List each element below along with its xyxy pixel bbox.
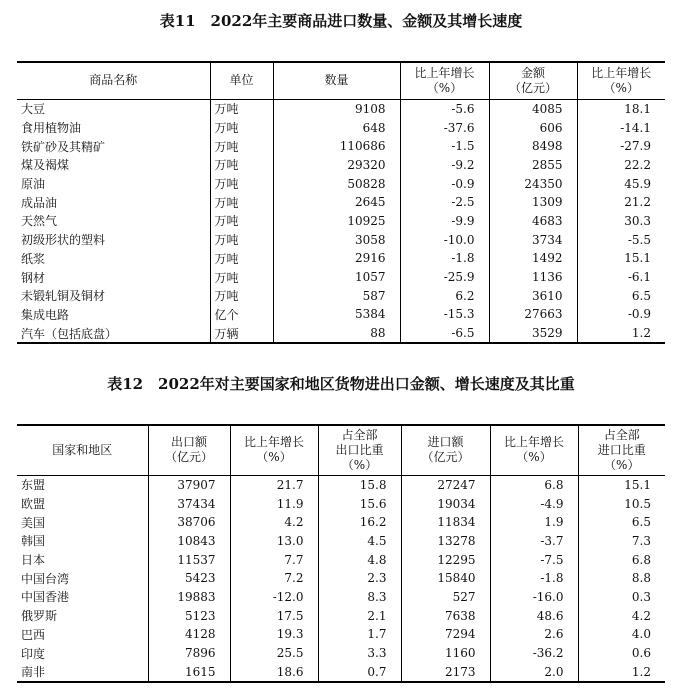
- table12-header-export-share: 占全部 出口比重 （%）: [318, 425, 401, 475]
- table-row: [17, 174, 665, 193]
- table11-header-quantity: 数量: [273, 62, 400, 99]
- table-cell: 6.8: [578, 550, 665, 569]
- table-cell: 8498: [489, 137, 577, 156]
- table-cell: -2.5: [400, 193, 489, 212]
- table-cell: 成品油: [21, 195, 58, 210]
- table11-header-unit: 单位: [210, 62, 273, 99]
- table-cell: 3.3: [318, 644, 401, 663]
- table-cell: 19034: [401, 494, 490, 513]
- table-cell: -6.1: [577, 268, 665, 287]
- table-cell: 10843: [148, 532, 230, 551]
- table11-header-amount: 金额 （亿元）: [489, 62, 577, 99]
- table-cell: 0.7: [318, 662, 401, 682]
- table11-header-amount-growth: 比上年增长 （%）: [577, 62, 665, 99]
- table-row: [17, 193, 665, 212]
- table-cell: 3734: [489, 230, 577, 249]
- table-cell: 27663: [489, 305, 577, 324]
- table-row: [17, 324, 665, 344]
- table-cell: 7294: [401, 625, 490, 644]
- table-cell: 1136: [489, 268, 577, 287]
- table-cell: -4.9: [490, 494, 578, 513]
- table-cell: 万吨: [210, 212, 273, 231]
- table-cell: 48.6: [490, 606, 578, 625]
- table-cell: 7.2: [230, 569, 318, 588]
- table-cell: 原油: [21, 177, 46, 192]
- table-cell: 未锻轧铜及铜材: [21, 289, 106, 304]
- table-row: [17, 305, 665, 324]
- table-row: [17, 99, 665, 118]
- table-cell: 22.2: [577, 156, 665, 175]
- table-cell: 大豆: [21, 102, 46, 117]
- table-cell: 日本: [21, 553, 46, 568]
- table-cell: -36.2: [490, 644, 578, 663]
- table-cell: 10925: [273, 212, 400, 231]
- table-cell: 6.2: [400, 286, 489, 305]
- table-cell: 4128: [148, 625, 230, 644]
- table-cell: 东盟: [21, 478, 46, 493]
- table12-title: 表12 2022年对主要国家和地区货物进出口金额、增长速度及其比重: [107, 375, 575, 393]
- table-cell: 万吨: [210, 118, 273, 137]
- table11-header-name: 商品名称: [89, 73, 138, 88]
- table-cell: 21.2: [577, 193, 665, 212]
- table-cell: 0.6: [578, 644, 665, 663]
- table-row: [17, 212, 665, 231]
- table-cell: 19.3: [230, 625, 318, 644]
- table-cell: 2173: [401, 662, 490, 682]
- table-cell: 7638: [401, 606, 490, 625]
- table-cell: 5423: [148, 569, 230, 588]
- table-cell: 88: [273, 324, 400, 344]
- table-cell: -5.5: [577, 230, 665, 249]
- table-cell: 汽车（包括底盘）: [21, 326, 118, 341]
- table-cell: 欧盟: [21, 497, 46, 512]
- table-cell: 2916: [273, 249, 400, 268]
- table-cell: -14.1: [577, 118, 665, 137]
- table-cell: 17.5: [230, 606, 318, 625]
- table-cell: 2.1: [318, 606, 401, 625]
- table-cell: -9.2: [400, 156, 489, 175]
- table-cell: 5384: [273, 305, 400, 324]
- table-cell: 2.6: [490, 625, 578, 644]
- table-cell: 50828: [273, 174, 400, 193]
- table-cell: -25.9: [400, 268, 489, 287]
- table-cell: -1.8: [400, 249, 489, 268]
- table12-header-import: 进口额 （亿元）: [401, 425, 490, 475]
- table-row: [17, 588, 665, 607]
- table-cell: -6.5: [400, 324, 489, 344]
- table12-header-row: [17, 425, 665, 475]
- table-cell: 1309: [489, 193, 577, 212]
- table-cell: 5123: [148, 606, 230, 625]
- table-cell: 11834: [401, 513, 490, 532]
- table-cell: 俄罗斯: [21, 609, 58, 624]
- table-cell: 13.0: [230, 532, 318, 551]
- table-row: [17, 569, 665, 588]
- table-cell: 万吨: [210, 249, 273, 268]
- table-row: [17, 513, 665, 532]
- table-cell: 2.0: [490, 662, 578, 682]
- table-cell: 9108: [273, 99, 400, 118]
- table-cell: -0.9: [400, 174, 489, 193]
- table12-header-export-growth: 比上年增长 （%）: [230, 425, 318, 475]
- table-row: [17, 606, 665, 625]
- table-cell: 10.5: [578, 494, 665, 513]
- table-cell: 12295: [401, 550, 490, 569]
- table-cell: 6.5: [577, 286, 665, 305]
- table-cell: 29320: [273, 156, 400, 175]
- table11-header-quantity-growth: 比上年增长 （%）: [400, 62, 489, 99]
- table-cell: 16.2: [318, 513, 401, 532]
- table-row: [17, 532, 665, 551]
- table-cell: 15840: [401, 569, 490, 588]
- table-cell: 南非: [21, 665, 46, 680]
- table-cell: 27247: [401, 475, 490, 494]
- table-cell: 4.2: [230, 513, 318, 532]
- table-cell: 纸浆: [21, 251, 46, 266]
- table-cell: 万吨: [210, 99, 273, 118]
- table-cell: 24350: [489, 174, 577, 193]
- table-cell: 13278: [401, 532, 490, 551]
- table-cell: 3529: [489, 324, 577, 344]
- table-cell: 15.1: [578, 475, 665, 494]
- table-cell: 45.9: [577, 174, 665, 193]
- table-cell: 7.7: [230, 550, 318, 569]
- table-cell: 30.3: [577, 212, 665, 231]
- table-cell: 7.3: [578, 532, 665, 551]
- table-cell: 4085: [489, 99, 577, 118]
- table-cell: 15.8: [318, 475, 401, 494]
- table-row: [17, 137, 665, 156]
- table-row: [17, 286, 665, 305]
- table-cell: 1.2: [578, 662, 665, 682]
- table-cell: 食用植物油: [21, 121, 82, 136]
- table-cell: 亿个: [210, 305, 273, 324]
- table-cell: 38706: [148, 513, 230, 532]
- table-cell: 1.9: [490, 513, 578, 532]
- table-cell: -9.9: [400, 212, 489, 231]
- table-row: [17, 475, 665, 494]
- table-cell: 6.5: [578, 513, 665, 532]
- table-cell: 铁矿砂及其精矿: [21, 139, 106, 154]
- table-cell: 2645: [273, 193, 400, 212]
- table12: [17, 424, 665, 683]
- table-cell: -1.5: [400, 137, 489, 156]
- table-row: [17, 625, 665, 644]
- table-cell: -10.0: [400, 230, 489, 249]
- table-cell: 印度: [21, 646, 46, 661]
- table11-header-row: [17, 62, 665, 99]
- table-cell: 648: [273, 118, 400, 137]
- table-cell: -16.0: [490, 588, 578, 607]
- table-cell: 2.3: [318, 569, 401, 588]
- table-cell: 0.3: [578, 588, 665, 607]
- table-row: [17, 550, 665, 569]
- table-cell: 6.8: [490, 475, 578, 494]
- table12-header-region: 国家和地区: [52, 442, 113, 457]
- table-cell: -1.8: [490, 569, 578, 588]
- table-cell: 587: [273, 286, 400, 305]
- table-cell: 4.2: [578, 606, 665, 625]
- table-cell: 万吨: [210, 137, 273, 156]
- table-cell: -7.5: [490, 550, 578, 569]
- table-cell: 1.2: [577, 324, 665, 344]
- table-cell: 3610: [489, 286, 577, 305]
- table-cell: 110686: [273, 137, 400, 156]
- table-cell: 19883: [148, 588, 230, 607]
- table-cell: 万吨: [210, 156, 273, 175]
- table-cell: 2855: [489, 156, 577, 175]
- table-row: [17, 662, 665, 682]
- table-cell: 527: [401, 588, 490, 607]
- table-cell: 11.9: [230, 494, 318, 513]
- table-cell: 7896: [148, 644, 230, 663]
- table-cell: 1160: [401, 644, 490, 663]
- table12-header-import-share: 占全部 进口比重 （%）: [578, 425, 665, 475]
- table-cell: -12.0: [230, 588, 318, 607]
- table-cell: 万吨: [210, 268, 273, 287]
- table-cell: 韩国: [21, 534, 46, 549]
- table-cell: 美国: [21, 515, 46, 530]
- table-row: [17, 230, 665, 249]
- table11-title: 表11 2022年主要商品进口数量、金额及其增长速度: [159, 12, 523, 30]
- table-cell: 巴西: [21, 627, 46, 642]
- table-cell: -5.6: [400, 99, 489, 118]
- table-cell: 37907: [148, 475, 230, 494]
- table-cell: 606: [489, 118, 577, 137]
- table-cell: 18.6: [230, 662, 318, 682]
- table-cell: 万吨: [210, 286, 273, 305]
- table-cell: 4.0: [578, 625, 665, 644]
- table-cell: 1.7: [318, 625, 401, 644]
- table-cell: 4.5: [318, 532, 401, 551]
- table-cell: 万吨: [210, 174, 273, 193]
- table-cell: 初级形状的塑料: [21, 233, 106, 248]
- table-cell: 18.1: [577, 99, 665, 118]
- table-cell: 37434: [148, 494, 230, 513]
- table-cell: -15.3: [400, 305, 489, 324]
- table-cell: -27.9: [577, 137, 665, 156]
- table-cell: 中国香港: [21, 590, 70, 605]
- table-row: [17, 268, 665, 287]
- table-cell: 15.6: [318, 494, 401, 513]
- table-cell: 钢材: [21, 270, 46, 285]
- table-cell: 万辆: [210, 324, 273, 344]
- table-cell: 1492: [489, 249, 577, 268]
- table-cell: -37.6: [400, 118, 489, 137]
- table12-header-import-growth: 比上年增长 （%）: [490, 425, 578, 475]
- table-cell: 1057: [273, 268, 400, 287]
- table-cell: 21.7: [230, 475, 318, 494]
- table-cell: 25.5: [230, 644, 318, 663]
- table-cell: 煤及褐煤: [21, 158, 70, 173]
- table-row: [17, 494, 665, 513]
- table-cell: 4.8: [318, 550, 401, 569]
- table-cell: 15.1: [577, 249, 665, 268]
- table11: [17, 61, 665, 344]
- table-row: [17, 118, 665, 137]
- table-cell: -3.7: [490, 532, 578, 551]
- table-cell: 4683: [489, 212, 577, 231]
- table-row: [17, 156, 665, 175]
- table-cell: 8.8: [578, 569, 665, 588]
- table-cell: 8.3: [318, 588, 401, 607]
- table-cell: 天然气: [21, 214, 58, 229]
- table-cell: 集成电路: [21, 307, 70, 322]
- table12-header-export: 出口额 （亿元）: [148, 425, 230, 475]
- table-cell: 万吨: [210, 193, 273, 212]
- table-row: [17, 644, 665, 663]
- table-cell: 3058: [273, 230, 400, 249]
- table-cell: -0.9: [577, 305, 665, 324]
- table-cell: 中国台湾: [21, 571, 70, 586]
- table-cell: 1615: [148, 662, 230, 682]
- table-cell: 11537: [148, 550, 230, 569]
- table-row: [17, 249, 665, 268]
- table-cell: 万吨: [210, 230, 273, 249]
